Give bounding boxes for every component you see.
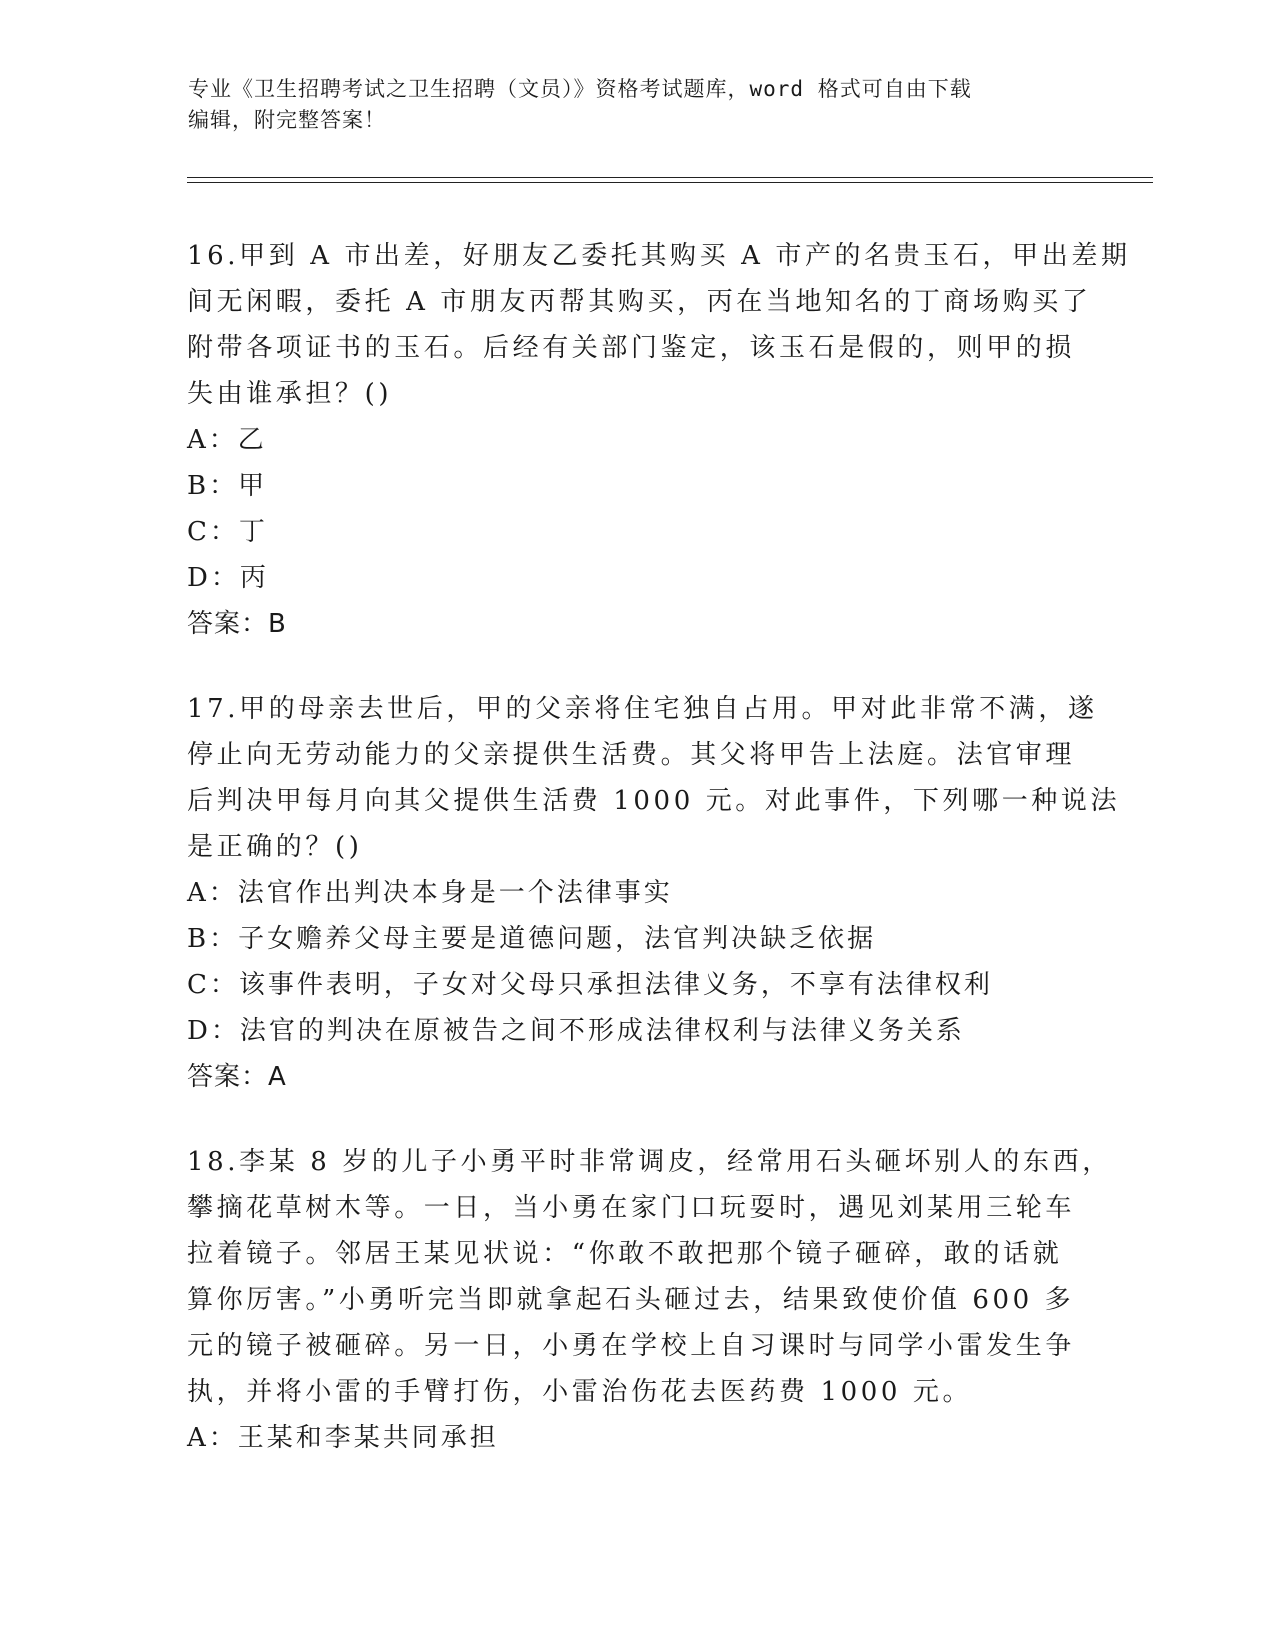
question-text-line: 停止向无劳动能力的父亲提供生活费。其父将甲告上法庭。法官审理 bbox=[187, 740, 1076, 770]
header-line-1: 专业《卫生招聘考试之卫生招聘（文员）》资格考试题库，word 格式可自由下载 bbox=[188, 77, 972, 101]
question-text-line: 算你厉害。”小勇听完当即就拿起石头砸过去，结果致使价值 600 多 bbox=[187, 1285, 1075, 1315]
question-text-line: 18.李某 8 岁的儿子小勇平时非常调皮，经常用石头砸坏别人的东西， bbox=[187, 1147, 1112, 1177]
option-a: A：法官作出判决本身是一个法律事实 bbox=[187, 878, 673, 908]
question-17 bbox=[187, 686, 1121, 1100]
answer-key: 答案：B bbox=[187, 609, 287, 639]
question-text-line: 后判决甲每月向其父提供生活费 1000 元。对此事件，下列哪一种说法 bbox=[187, 786, 1121, 816]
header-divider-top bbox=[187, 177, 1153, 178]
option-a: A：乙 bbox=[187, 425, 267, 455]
question-text-line: 是正确的？() bbox=[187, 832, 363, 862]
question-text-line: 附带各项证书的玉石。后经有关部门鉴定，该玉石是假的，则甲的损 bbox=[187, 333, 1076, 363]
header-divider-bottom bbox=[187, 182, 1153, 183]
option-d: D：丙 bbox=[187, 563, 269, 593]
option-b: B：甲 bbox=[187, 471, 268, 501]
question-text-line: 攀摘花草树木等。一日，当小勇在家门口玩耍时，遇见刘某用三轮车 bbox=[187, 1193, 1076, 1223]
header-line-2: 编辑，附完整答案！ bbox=[188, 108, 386, 132]
option-c: C：该事件表明，子女对父母只承担法律义务，不享有法律权利 bbox=[187, 970, 993, 1000]
option-b: B：子女赡养父母主要是道德问题，法官判决缺乏依据 bbox=[187, 924, 877, 954]
question-16 bbox=[187, 233, 1131, 647]
question-18 bbox=[187, 1139, 1112, 1461]
option-d: D：法官的判决在原被告之间不形成法律权利与法律义务关系 bbox=[187, 1016, 965, 1046]
question-text-line: 元的镜子被砸碎。另一日，小勇在学校上自习课时与同学小雷发生争 bbox=[187, 1331, 1076, 1361]
question-text-line: 间无闲暇，委托 A 市朋友丙帮其购买，丙在当地知名的丁商场购买了 bbox=[187, 287, 1092, 317]
question-text-line: 拉着镜子。邻居王某见状说：“你敢不敢把那个镜子砸碎，敢的话就 bbox=[187, 1239, 1063, 1269]
question-text-line: 17.甲的母亲去世后，甲的父亲将住宅独自占用。甲对此非常不满，遂 bbox=[187, 694, 1098, 724]
question-text-line: 执，并将小雷的手臂打伤，小雷治伤花去医药费 1000 元。 bbox=[187, 1377, 973, 1407]
document-header bbox=[188, 74, 1088, 136]
question-text-line: 16.甲到 A 市出差，好朋友乙委托其购买 A 市产的名贵玉石，甲出差期 bbox=[187, 241, 1131, 271]
question-text-line: 失由谁承担？() bbox=[187, 379, 393, 409]
option-c: C：丁 bbox=[187, 517, 268, 547]
answer-key: 答案：A bbox=[187, 1062, 287, 1092]
option-a: A：王某和李某共同承担 bbox=[187, 1423, 499, 1453]
